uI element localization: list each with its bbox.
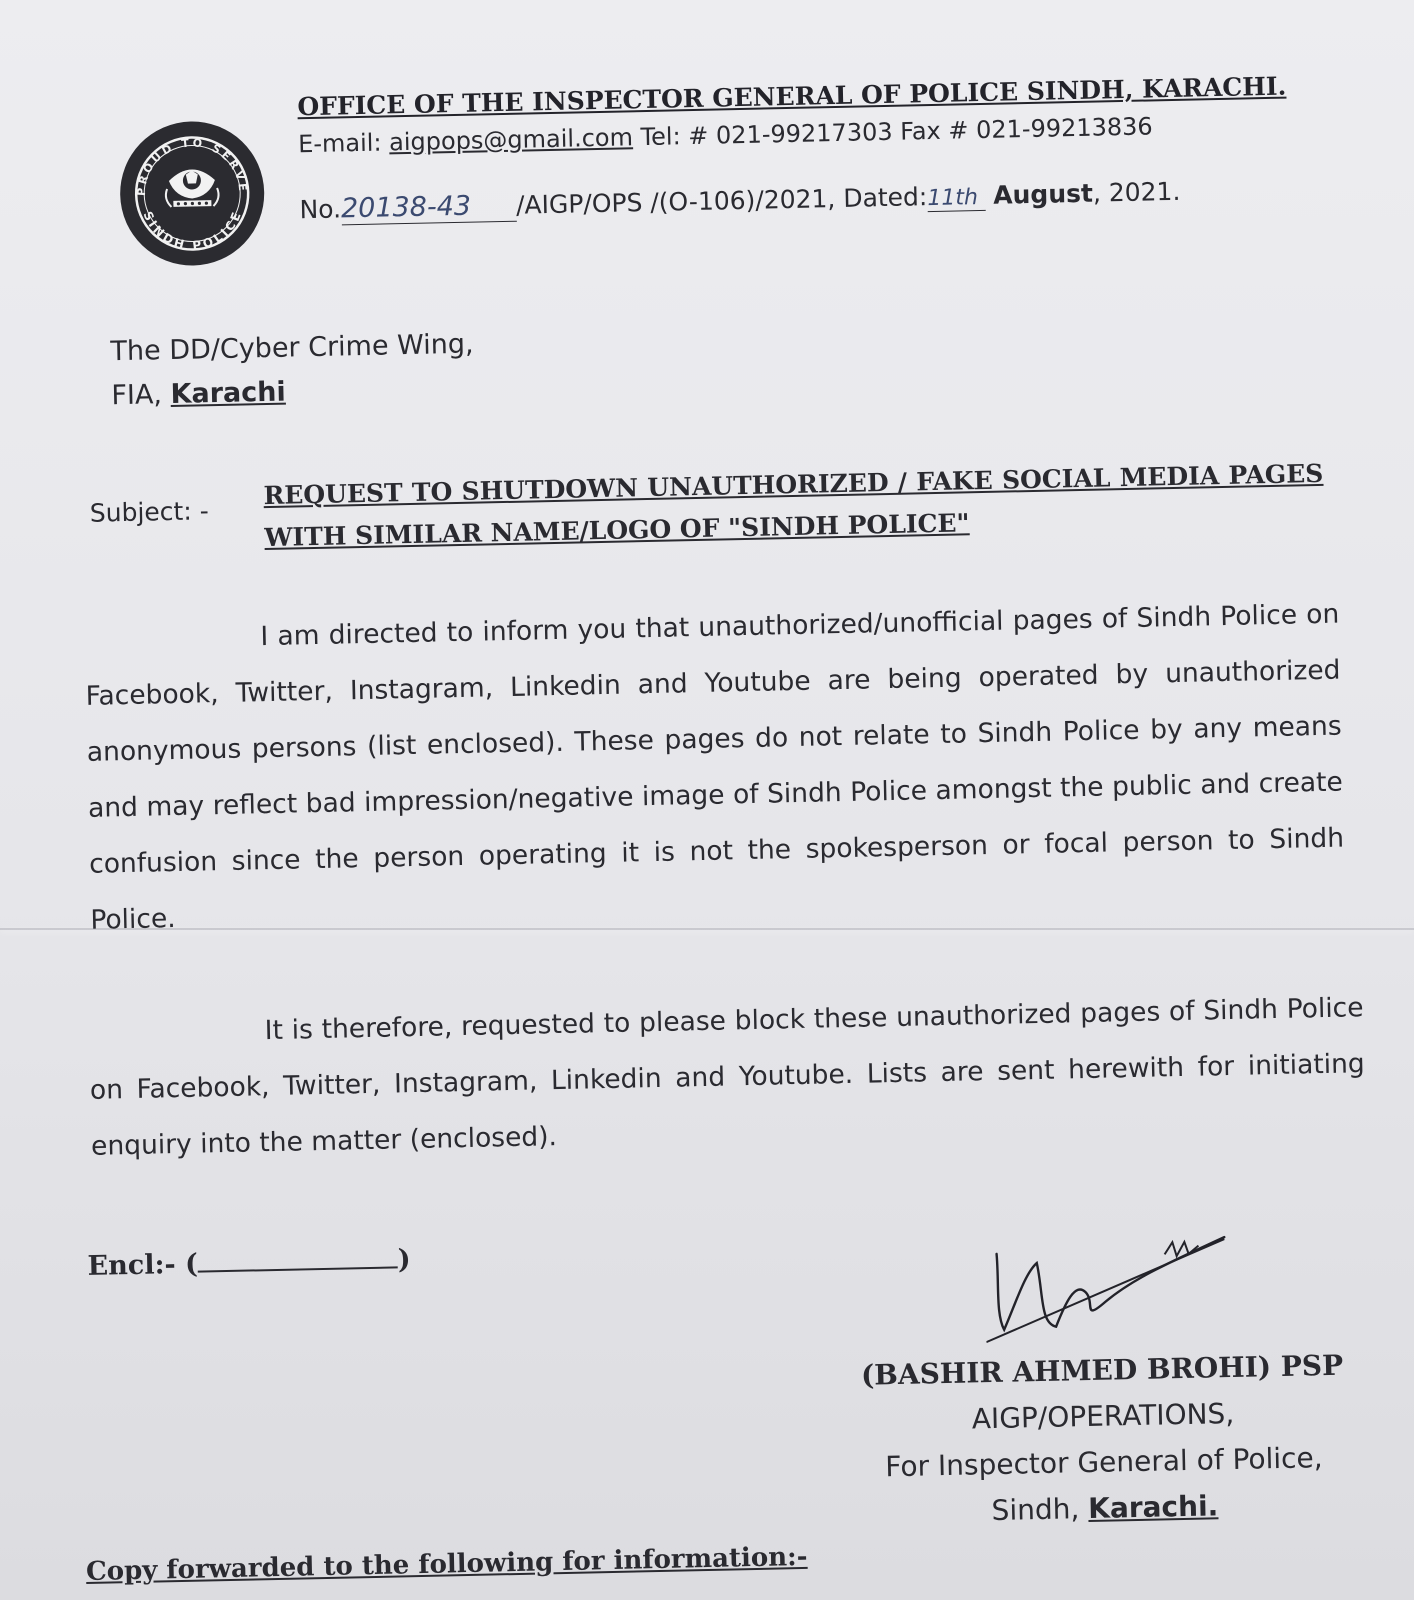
signatory-name: (BASHIR AHMED BROHI) PSP (860, 1348, 1344, 1392)
handwritten-signature (984, 1229, 1236, 1354)
enclosure-blank (198, 1266, 398, 1272)
signatory-location-city: Karachi. (1087, 1489, 1219, 1526)
svg-text:SINDH POLICE: SINDH POLICE (140, 207, 245, 253)
office-contact-line (298, 112, 1153, 158)
reference-line (299, 176, 1180, 226)
sindh-police-logo-icon (116, 117, 269, 270)
enclosure-close: ) (397, 1244, 411, 1276)
reference-suffix: /AIGP/OPS /(O-106)/2021, Dated: (515, 182, 928, 220)
addressee-line-2 (111, 367, 475, 419)
addressee-org: FIA, (111, 379, 171, 412)
enclosure-line (87, 1244, 411, 1282)
date-year: , 2021. (1092, 176, 1181, 208)
signatory-for-line: For Inspector General of Police, (884, 1441, 1323, 1484)
date-month: August (992, 178, 1094, 210)
addressee-city: Karachi (170, 376, 287, 410)
subject-label: Subject: - (89, 496, 209, 528)
addressee-block (110, 323, 475, 419)
enclosure-label: Encl:- ( (87, 1248, 199, 1282)
reference-number-handwritten: 20138-43 (341, 190, 517, 226)
addressee-line-1: The DD/Cyber Crime Wing, (110, 328, 474, 368)
tel-fax-numbers: Tel: # 021-99217303 Fax # 021-99213836 (640, 112, 1153, 152)
body-paragraph-2: It is therefore, requested to please block these unauthorized pages of Sindh Police on Facebook, Twitter, Instagram, Linkedin and Youtube. Lists are sent herewith for initiating enquiry into the matter (enclosed). (89, 992, 1365, 1162)
date-day-handwritten: 11th (927, 185, 986, 212)
svg-text:PROUD TO SERVE: PROUD TO SERVE (134, 136, 250, 197)
signatory-location-prefix: Sindh, (991, 1492, 1089, 1528)
reference-prefix: No. (299, 194, 342, 225)
body-paragraph-1: I am directed to inform you that unauthorized/unofficial pages of Sindh Police on Facebook, Twitter, Instagram, Linkedin and Youtube are being operated by unauthorized anonymous persons (list enclosed). These pages do not relate to Sindh Police by any means and may reflect bad impression/negative image of Sindh Police amongst the public and create confusion since the person operating it is not the spokesperson or focal person to Sindh Police. (85, 598, 1345, 936)
email-label: E-mail: (297, 128, 382, 159)
subject-text: REQUEST TO SHUTDOWN UNAUTHORIZED / FAKE SOCIAL MEDIA PAGES WITH SIMILAR NAME/LOGO OF "SINDH POLICE" (263, 458, 1324, 553)
signature-block (842, 1342, 1366, 1537)
email-address: aigpops@gmail.com (388, 123, 634, 157)
office-title: OFFICE OF THE INSPECTOR GENERAL OF POLICE SINDH, KARACHI. (297, 71, 1287, 122)
signatory-designation: AIGP/OPERATIONS, (971, 1396, 1235, 1436)
copy-forwarded-heading: Copy forwarded to the following for information:- (85, 1541, 808, 1588)
